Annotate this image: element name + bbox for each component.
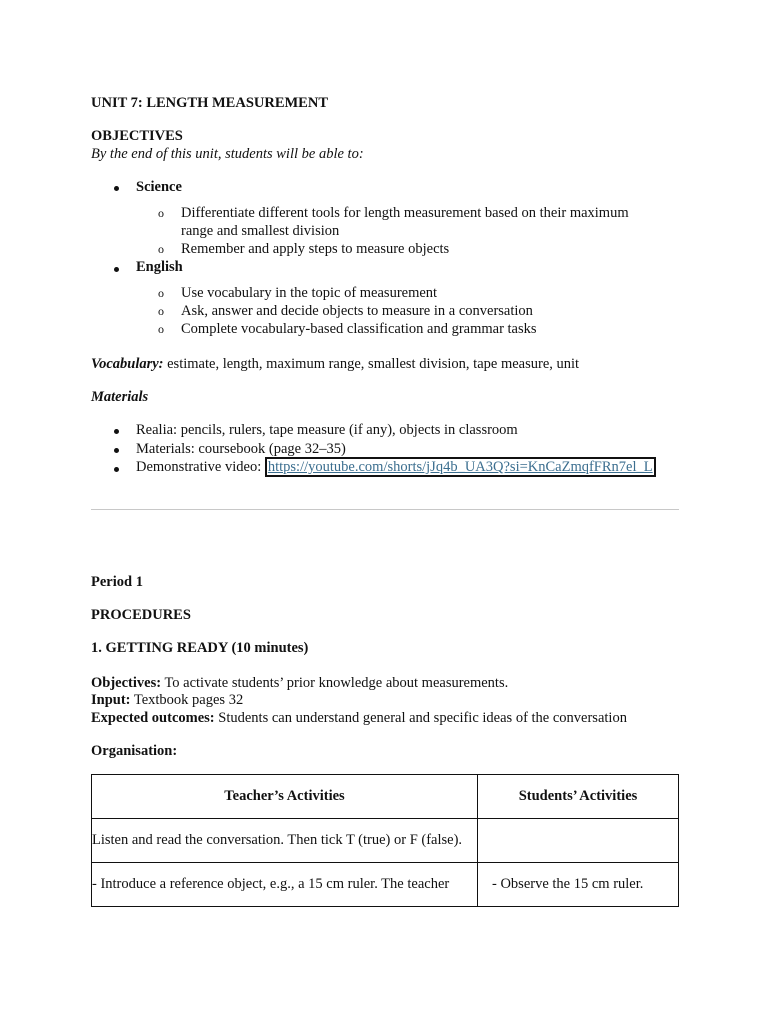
bullet-icon xyxy=(114,186,119,191)
section-outcomes-label: Expected outcomes: xyxy=(91,710,215,726)
vocabulary-text: estimate, length, maximum range, smallest division, tape measure, unit xyxy=(167,356,580,372)
circle-bullet-icon: o xyxy=(158,304,164,318)
table-cell xyxy=(478,819,679,863)
objective-group-science: Science xyxy=(136,179,182,195)
video-link[interactable]: https://youtube.com/shorts/jJq4b_UA3Q?si=KnCaZmqfFRn7el_L xyxy=(265,457,656,477)
section-title: 1. GETTING READY (10 minutes) xyxy=(91,640,309,656)
circle-bullet-icon: o xyxy=(158,322,164,336)
section-input-label: Input: xyxy=(91,692,131,708)
table-row xyxy=(92,863,679,907)
organisation-label: Organisation: xyxy=(91,743,178,759)
table-row xyxy=(92,819,679,863)
period-label: Period 1 xyxy=(91,574,143,590)
list-item: Differentiate different tools for length measurement based on their maximum xyxy=(181,205,629,221)
materials-heading: Materials xyxy=(91,389,149,405)
activities-table xyxy=(91,774,679,907)
list-item-video xyxy=(136,458,656,476)
list-item: range and smallest division xyxy=(181,223,340,239)
circle-bullet-icon: o xyxy=(158,286,164,300)
bullet-icon xyxy=(114,467,119,472)
bullet-icon xyxy=(114,429,119,434)
list-item: Materials: coursebook (page 32–35) xyxy=(136,441,346,457)
list-item: Use vocabulary in the topic of measurement xyxy=(181,285,438,301)
bullet-icon xyxy=(114,267,119,272)
section-outcomes-text: Students can understand general and specific ideas of the conversation xyxy=(218,710,627,726)
vocabulary-label: Vocabulary: xyxy=(91,356,164,372)
objective-group-english: English xyxy=(136,259,183,275)
section-input xyxy=(91,691,243,709)
table-cell: Listen and read the conversation. Then tick T (true) or F (false). xyxy=(92,819,478,863)
section-input-text: Textbook pages 32 xyxy=(133,692,244,708)
section-outcomes xyxy=(91,709,627,727)
bullet-icon xyxy=(114,448,119,453)
procedures-heading: PROCEDURES xyxy=(91,607,191,623)
objectives-intro: By the end of this unit, students will be able to: xyxy=(91,146,364,162)
list-item: Remember and apply steps to measure objects xyxy=(181,241,450,257)
table-cell: - Observe the 15 cm ruler. xyxy=(478,863,679,907)
objectives-heading: OBJECTIVES xyxy=(91,128,183,144)
vocabulary-line xyxy=(91,355,579,373)
section-objectives-text: To activate students’ prior knowledge about measurements. xyxy=(164,675,509,691)
section-objectives-label: Objectives: xyxy=(91,675,162,691)
section-objectives xyxy=(91,674,508,692)
unit-title: UNIT 7: LENGTH MEASUREMENT xyxy=(91,95,328,111)
list-item: Complete vocabulary-based classification and grammar tasks xyxy=(181,321,537,337)
list-item: Ask, answer and decide objects to measure in a conversation xyxy=(181,303,533,319)
divider xyxy=(91,509,679,510)
table-header-row xyxy=(92,775,679,819)
table-cell: - Introduce a reference object, e.g., a 15 cm ruler. The teacher xyxy=(92,863,478,907)
video-label: Demonstrative video: xyxy=(136,459,265,475)
circle-bullet-icon: o xyxy=(158,242,164,256)
table-header-teacher: Teacher’s Activities xyxy=(92,775,478,819)
list-item: Realia: pencils, rulers, tape measure (if any), objects in classroom xyxy=(136,422,518,438)
circle-bullet-icon: o xyxy=(158,206,164,220)
table-header-students: Students’ Activities xyxy=(478,775,679,819)
